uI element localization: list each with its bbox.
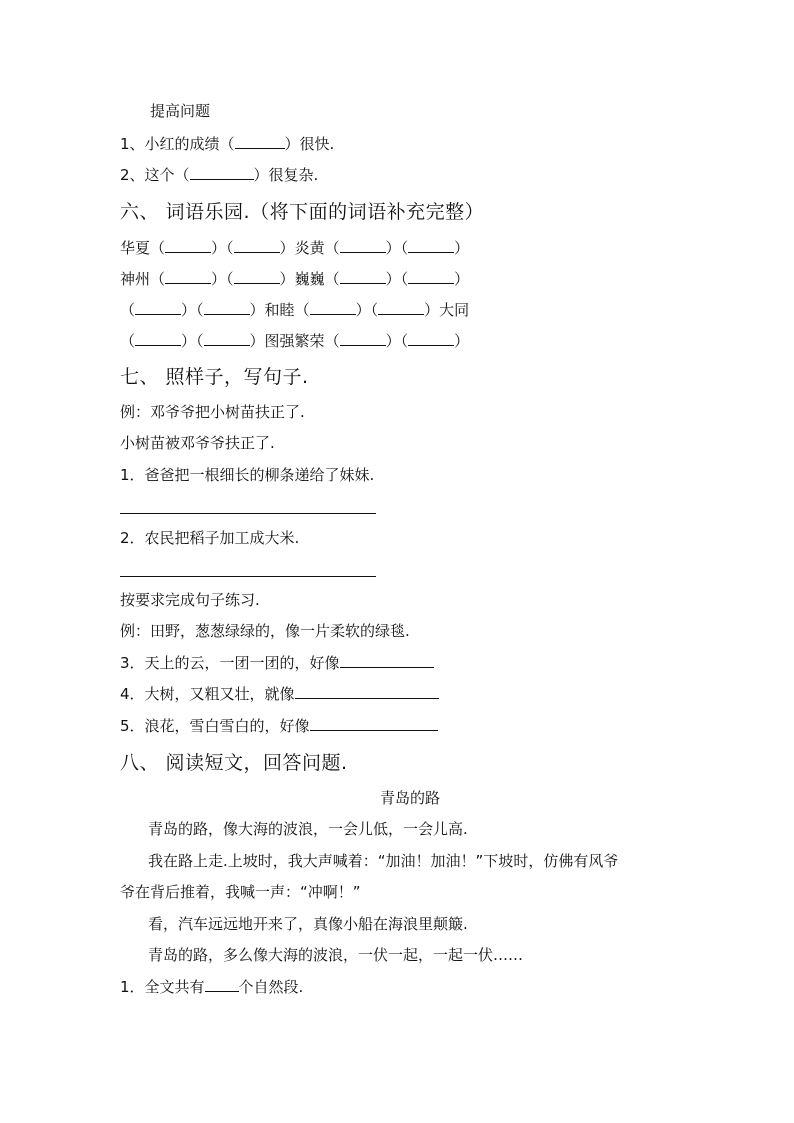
answer-blank[interactable] — [235, 132, 285, 149]
passage-paragraph-2-line-1: 我在路上走.上坡时，我大声喊着：“加油！加油！”下坡时，仿佛有风爷 — [148, 852, 619, 870]
answer-blank[interactable] — [135, 298, 181, 315]
word-row-2: 神州（ ）（ ）巍巍（ ）（ ） — [120, 267, 469, 289]
answer-blank[interactable] — [234, 267, 280, 284]
passage-paragraph-4: 青岛的路，多么像大海的波浪，一伏一起，一起一伏…… — [148, 946, 524, 964]
passage-paragraph-1: 青岛的路，像大海的波浪，一会儿低，一会儿高. — [148, 820, 468, 838]
example-sentence: 例：邓爷爷把小树苗扶正了. — [120, 403, 305, 421]
section-8-heading: 八、 阅读短文，回答问题. — [120, 752, 348, 774]
answer-blank[interactable] — [340, 236, 386, 253]
answer-blank[interactable] — [205, 975, 239, 992]
section-6-heading: 六、 词语乐园.（将下面的词语补充完整） — [120, 201, 485, 223]
answer-blank[interactable] — [190, 163, 254, 180]
reading-question-1: 1．全文共有 个自然段. — [120, 975, 303, 997]
word-row-4: （ ）（ ）图强繁荣（ ）（ ） — [120, 329, 469, 351]
question-5: 5．浪花，雪白雪白的，好像 — [120, 714, 438, 736]
passage-title: 青岛的路 — [380, 789, 441, 807]
answer-blank[interactable] — [295, 682, 439, 699]
review-title: 提高问题 — [150, 102, 211, 120]
review-question-2: 2、这个（ ）很复杂. — [120, 163, 318, 185]
answer-blank[interactable] — [340, 651, 434, 668]
answer-blank[interactable] — [165, 267, 211, 284]
answer-blank[interactable] — [378, 298, 424, 315]
section-7-heading: 七、 照样子，写句子. — [120, 366, 309, 388]
passage-paragraph-3: 看，汽车远远地开来了，真像小船在海浪里颠簸. — [148, 915, 468, 933]
answer-blank[interactable] — [310, 714, 438, 731]
answer-blank[interactable] — [340, 267, 386, 284]
answer-blank[interactable] — [310, 298, 356, 315]
review-question-1: 1、小红的成绩（ ）很快. — [120, 132, 334, 154]
answer-line-1[interactable] — [120, 513, 376, 514]
sub-instruction: 按要求完成句子练习. — [120, 591, 260, 609]
answer-blank[interactable] — [204, 329, 250, 346]
answer-blank[interactable] — [408, 236, 454, 253]
answer-blank[interactable] — [340, 329, 386, 346]
sub-example: 例：田野，葱葱绿绿的，像一片柔软的绿毯. — [120, 622, 410, 640]
answer-blank[interactable] — [165, 236, 211, 253]
answer-blank[interactable] — [204, 298, 250, 315]
word-row-3: （ ）（ ）和睦（ ）（ ）大同 — [120, 298, 469, 320]
question-4: 4．大树，又粗又壮，就像 — [120, 682, 439, 704]
example-answer: 小树苗被邓爷爷扶正了. — [120, 434, 275, 452]
answer-line-2[interactable] — [120, 576, 376, 577]
answer-blank[interactable] — [135, 329, 181, 346]
answer-blank[interactable] — [408, 267, 454, 284]
answer-blank[interactable] — [234, 236, 280, 253]
word-row-1: 华夏（ ）（ ）炎黄（ ）（ ） — [120, 236, 469, 258]
answer-blank[interactable] — [408, 329, 454, 346]
question-3: 3．天上的云，一团一团的，好像 — [120, 651, 434, 673]
passage-paragraph-2-line-2: 爷在背后推着，我喊一声：“冲啊！” — [120, 883, 361, 901]
question-2: 2．农民把稻子加工成大米. — [120, 529, 300, 547]
question-1: 1．爸爸把一根细长的柳条递给了妹妹. — [120, 466, 375, 484]
